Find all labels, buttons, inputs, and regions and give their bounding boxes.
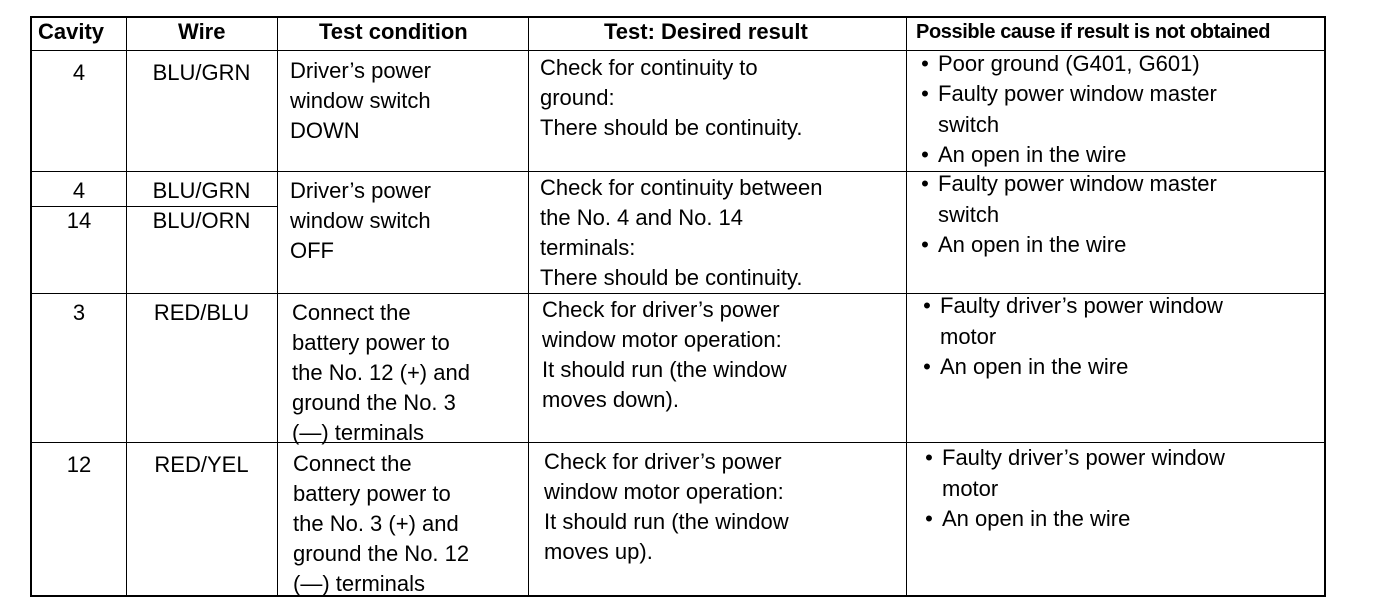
condition-line: Driver’s power: [290, 178, 432, 203]
result-line: Check for driver’s power: [542, 297, 780, 322]
condition-line: Connect the: [292, 300, 411, 325]
cause-text: An open in the wire: [938, 142, 1127, 167]
header-possible-cause: Possible cause if result is not obtained: [916, 21, 1271, 43]
condition-line: ground the No. 3: [292, 390, 456, 415]
result-line: There should be continuity.: [540, 265, 803, 290]
bullet: •: [923, 354, 931, 379]
result-line: It should run (the window: [542, 357, 787, 382]
condition-line: the No. 3 (+) and: [293, 511, 459, 536]
result-line: Check for continuity to: [540, 55, 758, 80]
condition-line: window switch: [290, 208, 431, 233]
header-desired-result: Test: Desired result: [604, 19, 808, 44]
cause-text: An open in the wire: [940, 354, 1129, 379]
cause-text: switch: [938, 202, 1000, 227]
result-line: There should be continuity.: [540, 115, 803, 140]
bullet: •: [925, 445, 933, 470]
cavity-cell: 4: [72, 178, 86, 203]
result-line: moves up).: [544, 539, 653, 564]
column-divider: [906, 18, 907, 595]
header-test-condition: Test condition: [319, 19, 468, 44]
column-divider: [528, 18, 529, 595]
result-line: the No. 4 and No. 14: [540, 205, 744, 230]
wire-cell: BLU/ORN: [152, 208, 251, 233]
result-line: window motor operation:: [542, 327, 782, 352]
condition-line: the No. 12 (+) and: [292, 360, 470, 385]
cause-text: Faulty driver’s power window: [942, 445, 1225, 470]
header-cavity: Cavity: [38, 19, 105, 44]
cavity-cell: 3: [72, 300, 86, 325]
bullet: •: [921, 51, 929, 76]
cause-text: An open in the wire: [938, 232, 1127, 257]
condition-line: (—) terminals: [293, 571, 426, 596]
wire-cell: RED/BLU: [153, 300, 250, 325]
result-line: It should run (the window: [544, 509, 789, 534]
result-line: Check for continuity between: [540, 175, 823, 200]
result-line: Check for driver’s power: [544, 449, 782, 474]
cause-text: Poor ground (G401, G601): [938, 51, 1200, 76]
bullet: •: [921, 142, 929, 167]
condition-line: battery power to: [292, 330, 450, 355]
result-line: ground:: [540, 85, 615, 110]
cause-text: Faulty driver’s power window: [940, 293, 1223, 318]
condition-line: ground the No. 12: [293, 541, 470, 566]
cause-text: motor: [942, 476, 999, 501]
condition-line: OFF: [290, 238, 334, 263]
header-wire: Wire: [178, 19, 226, 44]
condition-line: window switch: [290, 88, 431, 113]
cavity-cell: 12: [66, 452, 92, 477]
bullet: •: [921, 81, 929, 106]
result-line: terminals:: [540, 235, 636, 260]
bullet: •: [921, 232, 929, 257]
condition-line: DOWN: [290, 118, 360, 143]
cause-text: Faulty power window master: [938, 81, 1217, 106]
troubleshooting-table: [30, 16, 1326, 597]
condition-line: Driver’s power: [290, 58, 432, 83]
result-line: moves down).: [542, 387, 679, 412]
wire-cell: BLU/GRN: [152, 60, 251, 85]
bullet: •: [921, 171, 929, 196]
condition-line: battery power to: [293, 481, 451, 506]
bullet: •: [925, 506, 933, 531]
cavity-cell: 14: [66, 208, 92, 233]
cause-text: An open in the wire: [942, 506, 1131, 531]
condition-line: (—) terminals: [292, 420, 425, 445]
cause-text: switch: [938, 112, 1000, 137]
column-divider: [277, 18, 278, 595]
cavity-cell: 4: [72, 60, 86, 85]
cause-text: Faulty power window master: [938, 171, 1217, 196]
condition-line: Connect the: [293, 451, 412, 476]
result-line: window motor operation:: [544, 479, 784, 504]
cause-text: motor: [940, 324, 997, 349]
wire-cell: RED/YEL: [154, 452, 249, 477]
wire-cell: BLU/GRN: [152, 178, 251, 203]
bullet: •: [923, 293, 931, 318]
